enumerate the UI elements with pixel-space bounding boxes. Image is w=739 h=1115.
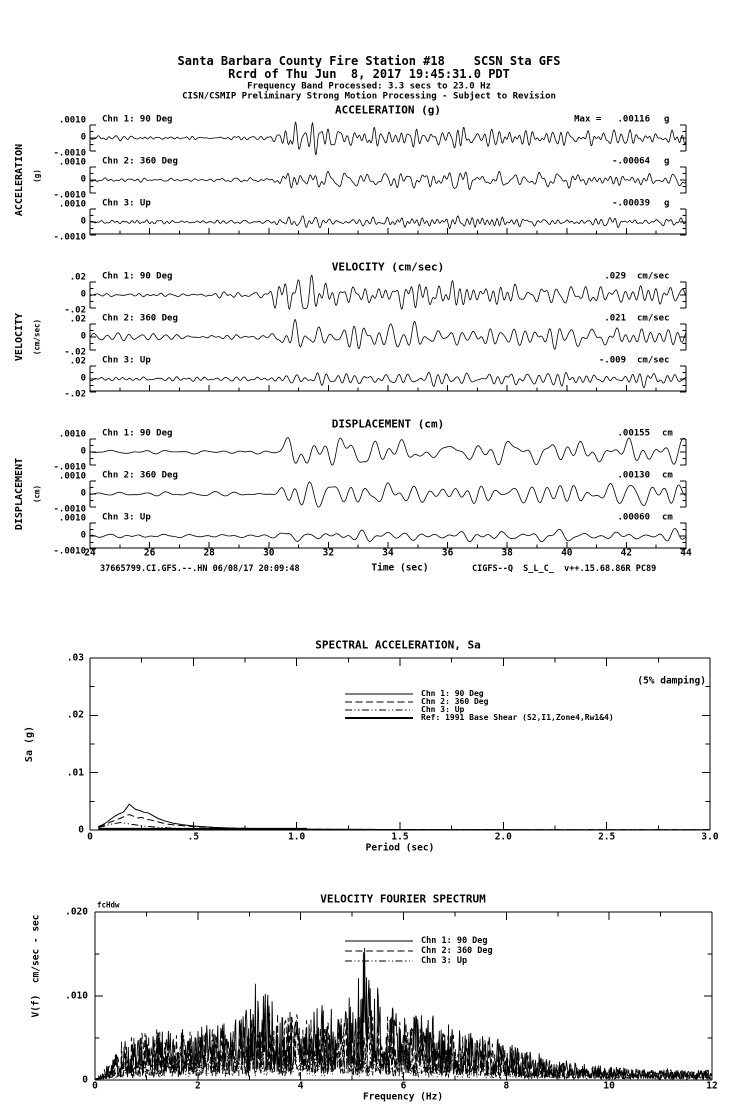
displacement-axis-label: DISPLACEMENT (14, 457, 25, 531)
sa-y-tick-label: .01 (66, 766, 84, 778)
acceleration-y-tick-label: .0010 (58, 157, 86, 168)
acceleration-channel-label: Chn 3: Up (102, 198, 151, 209)
velocity-peak-value: .029 (604, 271, 626, 282)
velocity-peak-unit: cm/sec (637, 271, 670, 282)
velocity-title: VELOCITY (cm/sec) (331, 260, 445, 274)
fourier-corner-label: fcHdw (97, 900, 120, 910)
fourier-x-axis-label: Frequency (Hz) (362, 1091, 444, 1103)
time-tick-label: 36 (441, 547, 454, 559)
displacement-peak-unit: cm (662, 470, 673, 481)
displacement-axis-unit: (cm) (32, 484, 42, 504)
station-title: Santa Barbara County Fire Station #18 SCSN Sta GFS (177, 54, 561, 68)
velocity-y-tick-label: -.02 (64, 305, 86, 316)
fourier-x-tick-label: 8 (503, 1080, 510, 1092)
acceleration-y-tick-label: 0 (80, 174, 86, 185)
sa-x-axis-label: Period (sec) (365, 842, 435, 854)
displacement-peak-unit: cm (662, 512, 673, 523)
fourier-y-tick-label: 0 (82, 1074, 88, 1086)
velocity-peak-value: .021 (604, 313, 626, 324)
acceleration-axis-unit: (g) (32, 169, 42, 183)
sa-legend-label: Chn 1: 90 Deg (421, 689, 484, 698)
velocity-trace-2 (90, 320, 686, 350)
time-tick-label: 30 (263, 547, 275, 559)
acceleration-y-tick-label: -.0010 (53, 190, 86, 201)
sa-x-tick-label: 1.0 (288, 831, 306, 843)
sa-legend-label: Ref: 1991 Base Shear (S2,I1,Zone4,Rw1&4) (421, 713, 614, 722)
fourier-legend-label: Chn 2: 360 Deg (421, 945, 493, 956)
displacement-title: DISPLACEMENT (cm) (331, 417, 445, 431)
velocity-channel-label: Chn 2: 360 Deg (102, 313, 178, 324)
fourier-x-tick-label: 0 (92, 1080, 98, 1092)
acceleration-y-tick-label: 0 (80, 216, 86, 227)
processing-note: CISN/CSMIP Preliminary Strong Motion Processing - Subject to Revision (182, 91, 556, 102)
sa-y-tick-label: 0 (78, 824, 84, 836)
sa-y-tick-label: .03 (66, 652, 84, 664)
fourier-y-tick-label: .020 (65, 906, 88, 918)
fourier-legend-label: Chn 3: Up (421, 955, 468, 966)
acceleration-y-tick-label: -.0010 (53, 148, 86, 159)
fourier-x-tick-label: 4 (297, 1080, 304, 1092)
velocity-channel-label: Chn 1: 90 Deg (102, 271, 173, 282)
fourier-x-tick-label: 2 (194, 1080, 201, 1092)
acceleration-trace-1 (90, 122, 686, 154)
velocity-peak-unit: cm/sec (637, 355, 670, 366)
acceleration-peak-unit: g (664, 114, 670, 125)
displacement-y-tick-label: -.0010 (53, 462, 86, 473)
velocity-peak-value: -.009 (598, 355, 626, 366)
displacement-channel-label: Chn 1: 90 Deg (102, 428, 173, 439)
time-tick-label: 42 (620, 547, 633, 559)
displacement-y-tick-label: .0010 (58, 471, 86, 482)
acceleration-plot (90, 122, 686, 235)
time-tick-label: 26 (143, 547, 156, 559)
velocity-plot (90, 271, 686, 392)
sa-legend-label: Chn 2: 360 Deg (421, 697, 489, 706)
acceleration-peak-value: Max = .00116 (574, 114, 650, 125)
acceleration-title: ACCELERATION (g) (335, 103, 441, 117)
velocity-y-tick-label: 0 (80, 373, 86, 384)
velocity-y-tick-label: 0 (80, 331, 86, 342)
sa-title: SPECTRAL ACCELERATION, Sa (315, 638, 481, 652)
displacement-y-tick-label: 0 (80, 488, 86, 499)
velocity-y-tick-label: .02 (69, 314, 86, 325)
record-timestamp: Rcrd of Thu Jun 8, 2017 19:45:31.0 PDT (228, 67, 510, 81)
fourier-legend-label: Chn 1: 90 Deg (421, 935, 488, 946)
sa-x-tick-label: 1.5 (391, 831, 409, 843)
sa-x-tick-label: 2.0 (494, 831, 512, 843)
sa-curve-2 (98, 815, 710, 830)
acceleration-y-tick-label: .0010 (58, 199, 86, 210)
displacement-trace-1 (90, 438, 686, 466)
displacement-y-tick-label: .0010 (58, 429, 86, 440)
acceleration-trace-3 (90, 216, 686, 229)
velocity-y-tick-label: .02 (69, 272, 86, 283)
acceleration-peak-value: -.00064 (612, 156, 650, 167)
acceleration-y-tick-label: .0010 (58, 115, 86, 126)
sa-x-tick-label: 3.0 (701, 831, 719, 843)
fourier-x-tick-label: 12 (706, 1080, 718, 1092)
displacement-peak-value: .00130 (617, 470, 650, 481)
displacement-peak-unit: cm (662, 428, 673, 439)
sa-x-tick-label: 0 (87, 831, 93, 843)
displacement-y-tick-label: 0 (80, 530, 86, 541)
displacement-trace-2 (90, 482, 686, 507)
acceleration-channel-label: Chn 1: 90 Deg (102, 114, 173, 125)
acceleration-trace-2 (90, 171, 686, 189)
sa-plot (90, 658, 710, 830)
time-tick-label: 28 (203, 547, 215, 559)
displacement-y-tick-label: -.0010 (53, 504, 86, 515)
acceleration-axis-label: ACCELERATION (14, 143, 25, 217)
velocity-channel-label: Chn 3: Up (102, 355, 151, 366)
fourier-y-tick-label: .010 (65, 990, 88, 1002)
displacement-peak-value: .00060 (617, 512, 650, 523)
displacement-y-tick-label: -.0010 (53, 546, 86, 557)
velocity-y-tick-label: 0 (80, 289, 86, 300)
velocity-y-tick-label: .02 (69, 356, 86, 367)
acceleration-y-tick-label: 0 (80, 132, 86, 143)
displacement-y-tick-label: .0010 (58, 513, 86, 524)
velocity-peak-unit: cm/sec (637, 313, 670, 324)
acceleration-peak-unit: g (664, 156, 670, 167)
fourier-x-tick-label: 6 (400, 1080, 407, 1092)
displacement-plot (90, 438, 686, 549)
displacement-channel-label: Chn 3: Up (102, 512, 151, 523)
time-tick-label: 44 (680, 547, 692, 559)
footer-record-id: 37665799.CI.GFS.--.HN 06/08/17 20:09:48 (100, 563, 300, 574)
acceleration-peak-unit: g (664, 198, 670, 209)
acceleration-peak-value: -.00039 (612, 198, 650, 209)
time-tick-label: 38 (501, 547, 513, 559)
sa-damping-note: (5% damping) (637, 675, 706, 687)
time-tick-label: 32 (322, 547, 335, 559)
acceleration-channel-label: Chn 2: 360 Deg (102, 156, 178, 167)
displacement-y-tick-label: 0 (80, 446, 86, 457)
acceleration-y-tick-label: -.0010 (53, 232, 86, 243)
fourier-y-axis-label: V(f) cm/sec - sec (30, 914, 42, 1018)
displacement-channel-label: Chn 2: 360 Deg (102, 470, 178, 481)
velocity-axis-unit: (cm/sec) (32, 318, 42, 356)
time-axis-label: Time (sec) (371, 562, 429, 574)
time-tick-label: 40 (561, 547, 573, 559)
velocity-trace-1 (90, 271, 686, 309)
sa-x-tick-label: .5 (187, 831, 200, 843)
fourier-title: VELOCITY FOURIER SPECTRUM (320, 892, 486, 906)
footer-processing-code: CIGFS--Q S_L_C_ v++.15.68.86R PC89 (472, 563, 657, 574)
sa-legend-label: Chn 3: Up (421, 705, 465, 714)
frequency-band-note: Frequency Band Processed: 3.3 secs to 23.0 Hz (247, 81, 491, 92)
fourier-plot (95, 912, 712, 1080)
velocity-axis-label: VELOCITY (14, 312, 25, 362)
sa-y-axis-label: Sa (g) (24, 725, 35, 763)
time-tick-label: 34 (382, 547, 394, 559)
time-tick-label: 24 (84, 547, 96, 559)
displacement-trace-3 (90, 529, 686, 542)
displacement-peak-value: .00155 (617, 428, 650, 439)
velocity-y-tick-label: -.02 (64, 389, 86, 400)
sa-x-tick-label: 2.5 (598, 831, 616, 843)
fourier-x-tick-label: 10 (603, 1080, 615, 1092)
velocity-y-tick-label: -.02 (64, 347, 86, 358)
sa-y-tick-label: .02 (66, 709, 84, 721)
